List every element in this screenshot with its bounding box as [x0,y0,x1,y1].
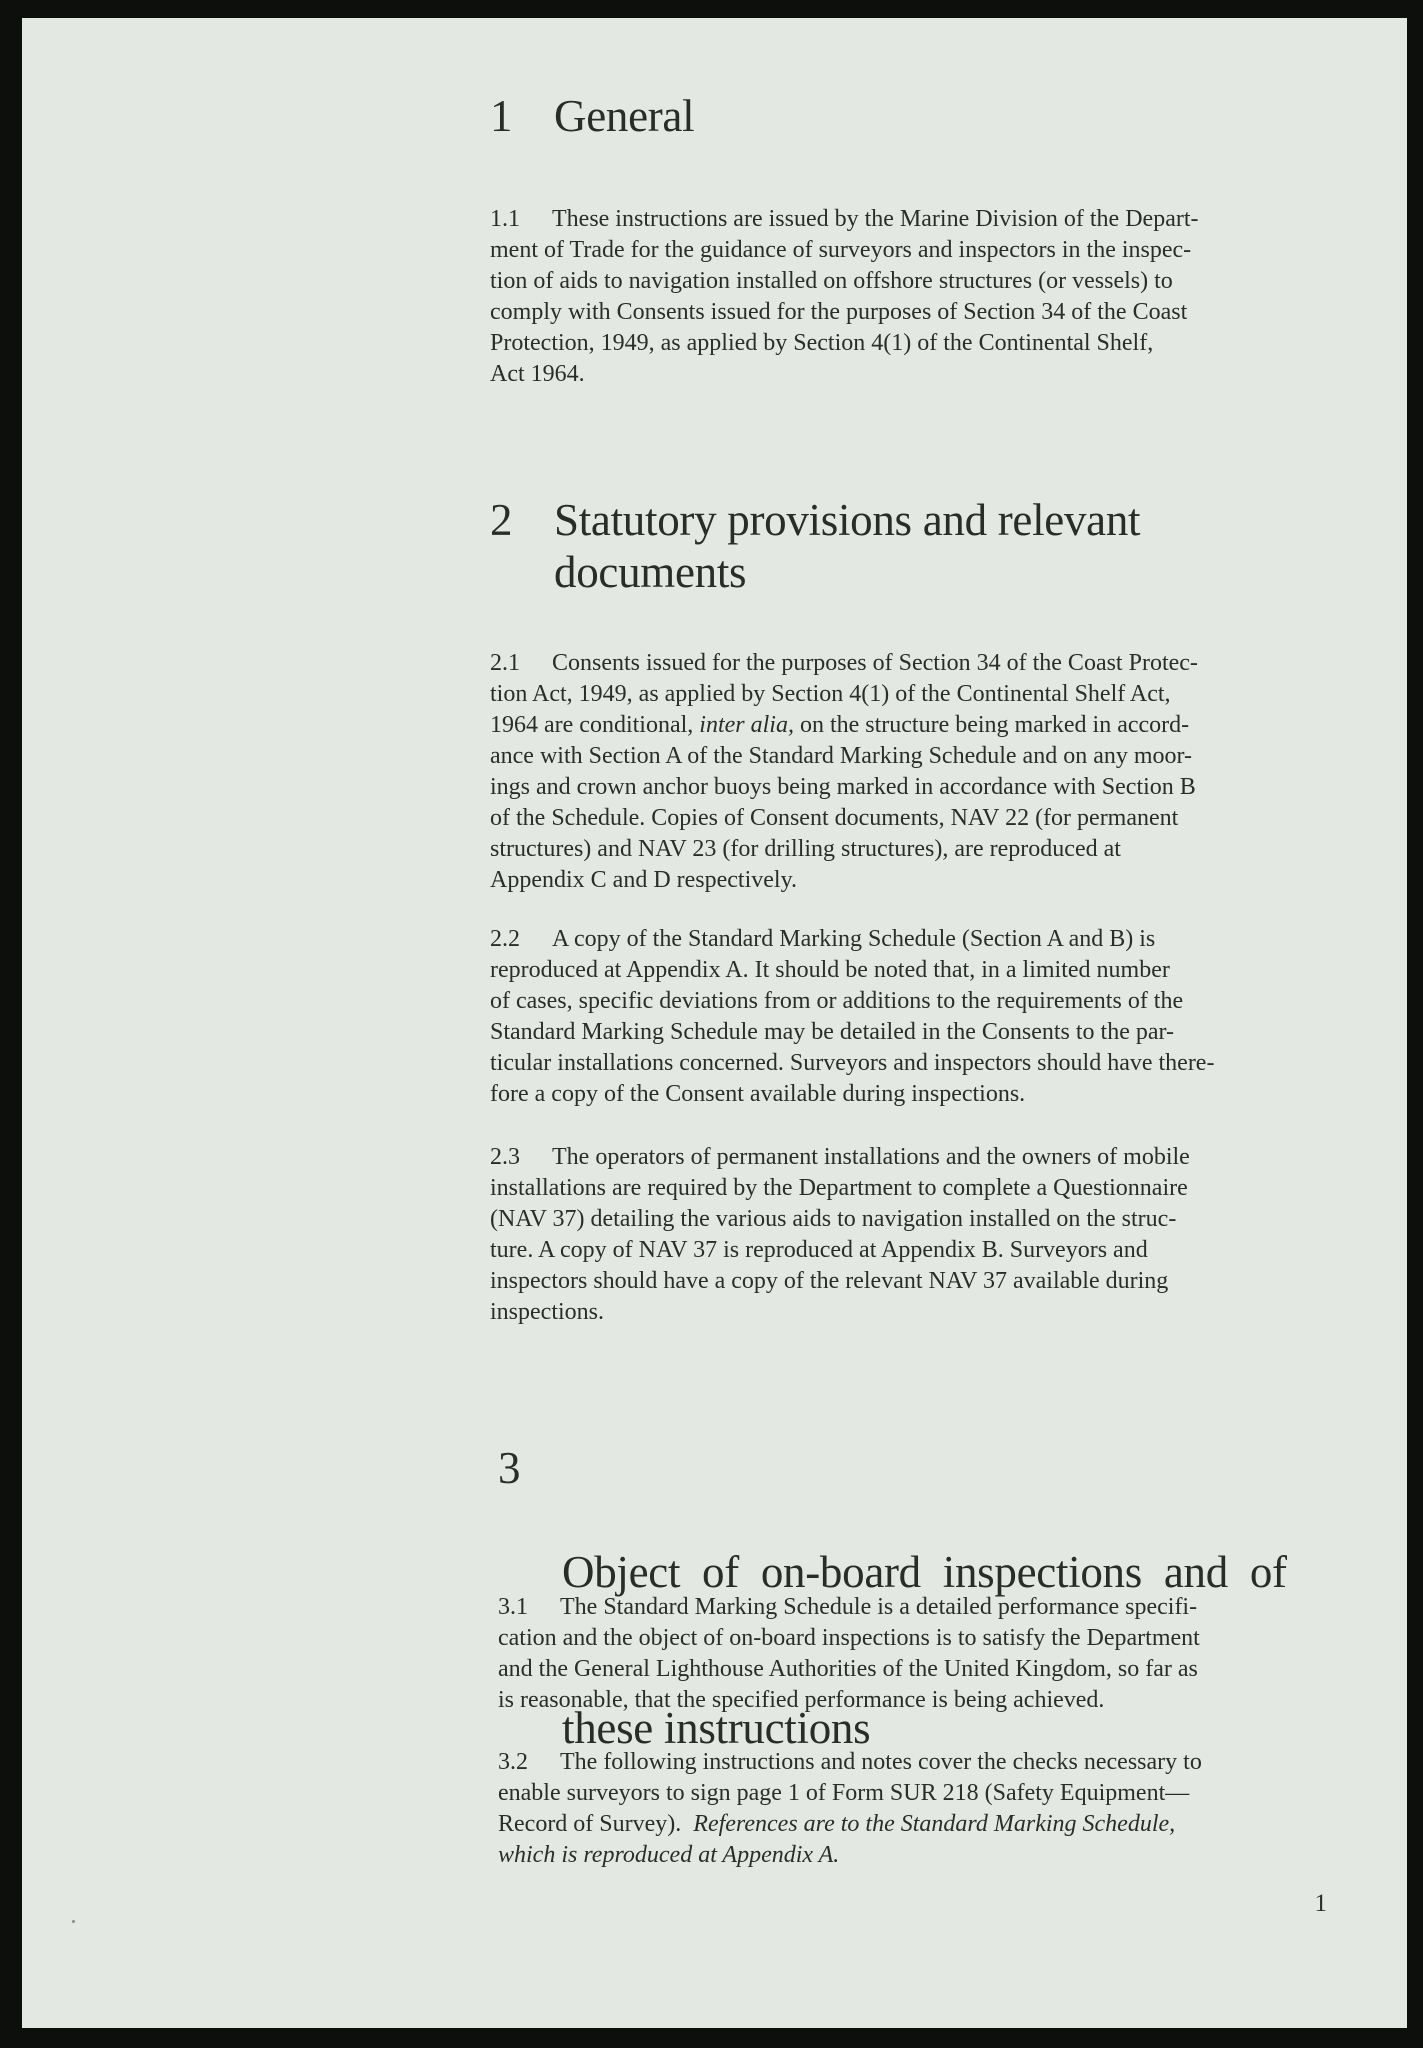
line-text: The operators of permanent installations and the owners of mobile [552,1144,1190,1170]
paragraph-line [498,1809,1358,1840]
paragraph-line: fore a copy of the Consent available during inspections. [490,1081,1026,1107]
section-3-title-line: Object of on-board inspections and of [562,1547,1287,1597]
section-1-number: 1 [490,91,513,141]
paragraph-number: 3.2 [498,1749,528,1775]
paragraph-line: Standard Marking Schedule may be detailed in the Consents to the par- [490,1019,1175,1045]
section-3-number: 3 [498,1443,521,1493]
paragraph-line: ings and crown anchor buoys being marked in accordance with Section B [490,774,1196,800]
italic-phrase: References are to the Standard Marking Schedule, [693,1811,1176,1837]
paragraph-line [490,924,1350,955]
paragraph-line: installations are required by the Department to complete a Questionnaire [490,1175,1188,1201]
paragraph-line: Appendix C and D respectively. [490,867,798,893]
paragraph-2-1 [490,648,1350,896]
paragraph-line [498,1592,1358,1623]
paragraph-line [490,710,1350,741]
paragraph-line: of the Schedule. Copies of Consent documents, NAV 22 (for permanent [490,805,1179,831]
line-text: on the structure being marked in accord- [793,712,1190,738]
section-1-title: General [554,91,695,141]
line-text: These instructions are issued by the Marine Division of the Depart- [552,206,1199,232]
section-3-title-line: these instructions [562,1703,871,1753]
line-text: 1964 are conditional, [490,712,700,738]
italic-phrase: inter alia, [699,712,794,738]
paragraph-2-3 [490,1142,1350,1328]
paragraph-line: tion of aids to navigation installed on offshore structures (or vessels) to [490,268,1173,294]
paragraph-line: ance with Section A of the Standard Marking Schedule and on any moor- [490,743,1193,769]
paragraph-line: inspections. [490,1299,604,1325]
section-2-title-line: Statutory provisions and relevant [554,495,1141,545]
line-text: The following instructions and notes cover the checks necessary to [560,1749,1202,1775]
paragraph-line: of cases, specific deviations from or additions to the requirements of the [490,988,1184,1014]
line-text: The Standard Marking Schedule is a detailed performance specifi- [560,1594,1198,1620]
section-2-number: 2 [490,495,513,545]
paragraph-line: ticular installations concerned. Surveyors and inspectors should have there- [490,1050,1215,1076]
line-text: Consents issued for the purposes of Section 34 of the Coast Protec- [552,650,1198,676]
paragraph-3-1 [498,1592,1358,1716]
paragraph-1-1 [490,204,1350,390]
paragraph-line [498,1747,1358,1778]
paragraph-line [490,204,1350,235]
paragraph-number: 2.2 [490,926,520,952]
paragraph-line: ture. A copy of NAV 37 is reproduced at Appendix B. Surveyors and [490,1237,1148,1263]
line-text: Record of Survey). [498,1811,694,1837]
paragraph-line: which is reproduced at Appendix A. [498,1842,840,1868]
paragraph-number: 2.3 [490,1144,520,1170]
paragraph-number: 2.1 [490,650,520,676]
paragraph-line [490,648,1350,679]
paragraph-3-2 [498,1747,1358,1871]
paragraph-2-2 [490,924,1350,1110]
paragraph-number: 1.1 [490,206,520,232]
line-text: A copy of the Standard Marking Schedule (Section A and B) is [552,926,1156,952]
paragraph-line: Protection, 1949, as applied by Section 4(1) of the Continental Shelf, [490,330,1154,356]
document-page [22,18,1407,2028]
paragraph-line: tion Act, 1949, as applied by Section 4(1) of the Continental Shelf Act, [490,681,1171,707]
paragraph-line: reproduced at Appendix A. It should be noted that, in a limited number [490,957,1170,983]
scan-speck [72,1920,75,1923]
paragraph-line: inspectors should have a copy of the relevant NAV 37 available during [490,1268,1169,1294]
paragraph-line: comply with Consents issued for the purposes of Section 34 of the Coast [490,299,1188,325]
paragraph-line: enable surveyors to sign page 1 of Form SUR 218 (Safety Equipment— [498,1780,1190,1806]
page-number: 1 [1314,1890,1327,1917]
paragraph-number: 3.1 [498,1594,528,1620]
section-2-title-line: documents [554,547,747,597]
paragraph-line [490,1142,1350,1173]
paragraph-line: is reasonable, that the specified performance is being achieved. [498,1687,1105,1713]
section-2-title [554,494,1354,598]
paragraph-line: cation and the object of on-board inspections is to satisfy the Department [498,1625,1200,1651]
paragraph-line: structures) and NAV 23 (for drilling structures), are reproduced at [490,836,1121,862]
paragraph-line: (NAV 37) detailing the various aids to navigation installed on the struc- [490,1206,1177,1232]
paragraph-line: Act 1964. [490,361,585,387]
paragraph-line: and the General Lighthouse Authorities of the United Kingdom, so far as [498,1656,1198,1682]
paragraph-line: ment of Trade for the guidance of surveyors and inspectors in the inspec- [490,237,1192,263]
